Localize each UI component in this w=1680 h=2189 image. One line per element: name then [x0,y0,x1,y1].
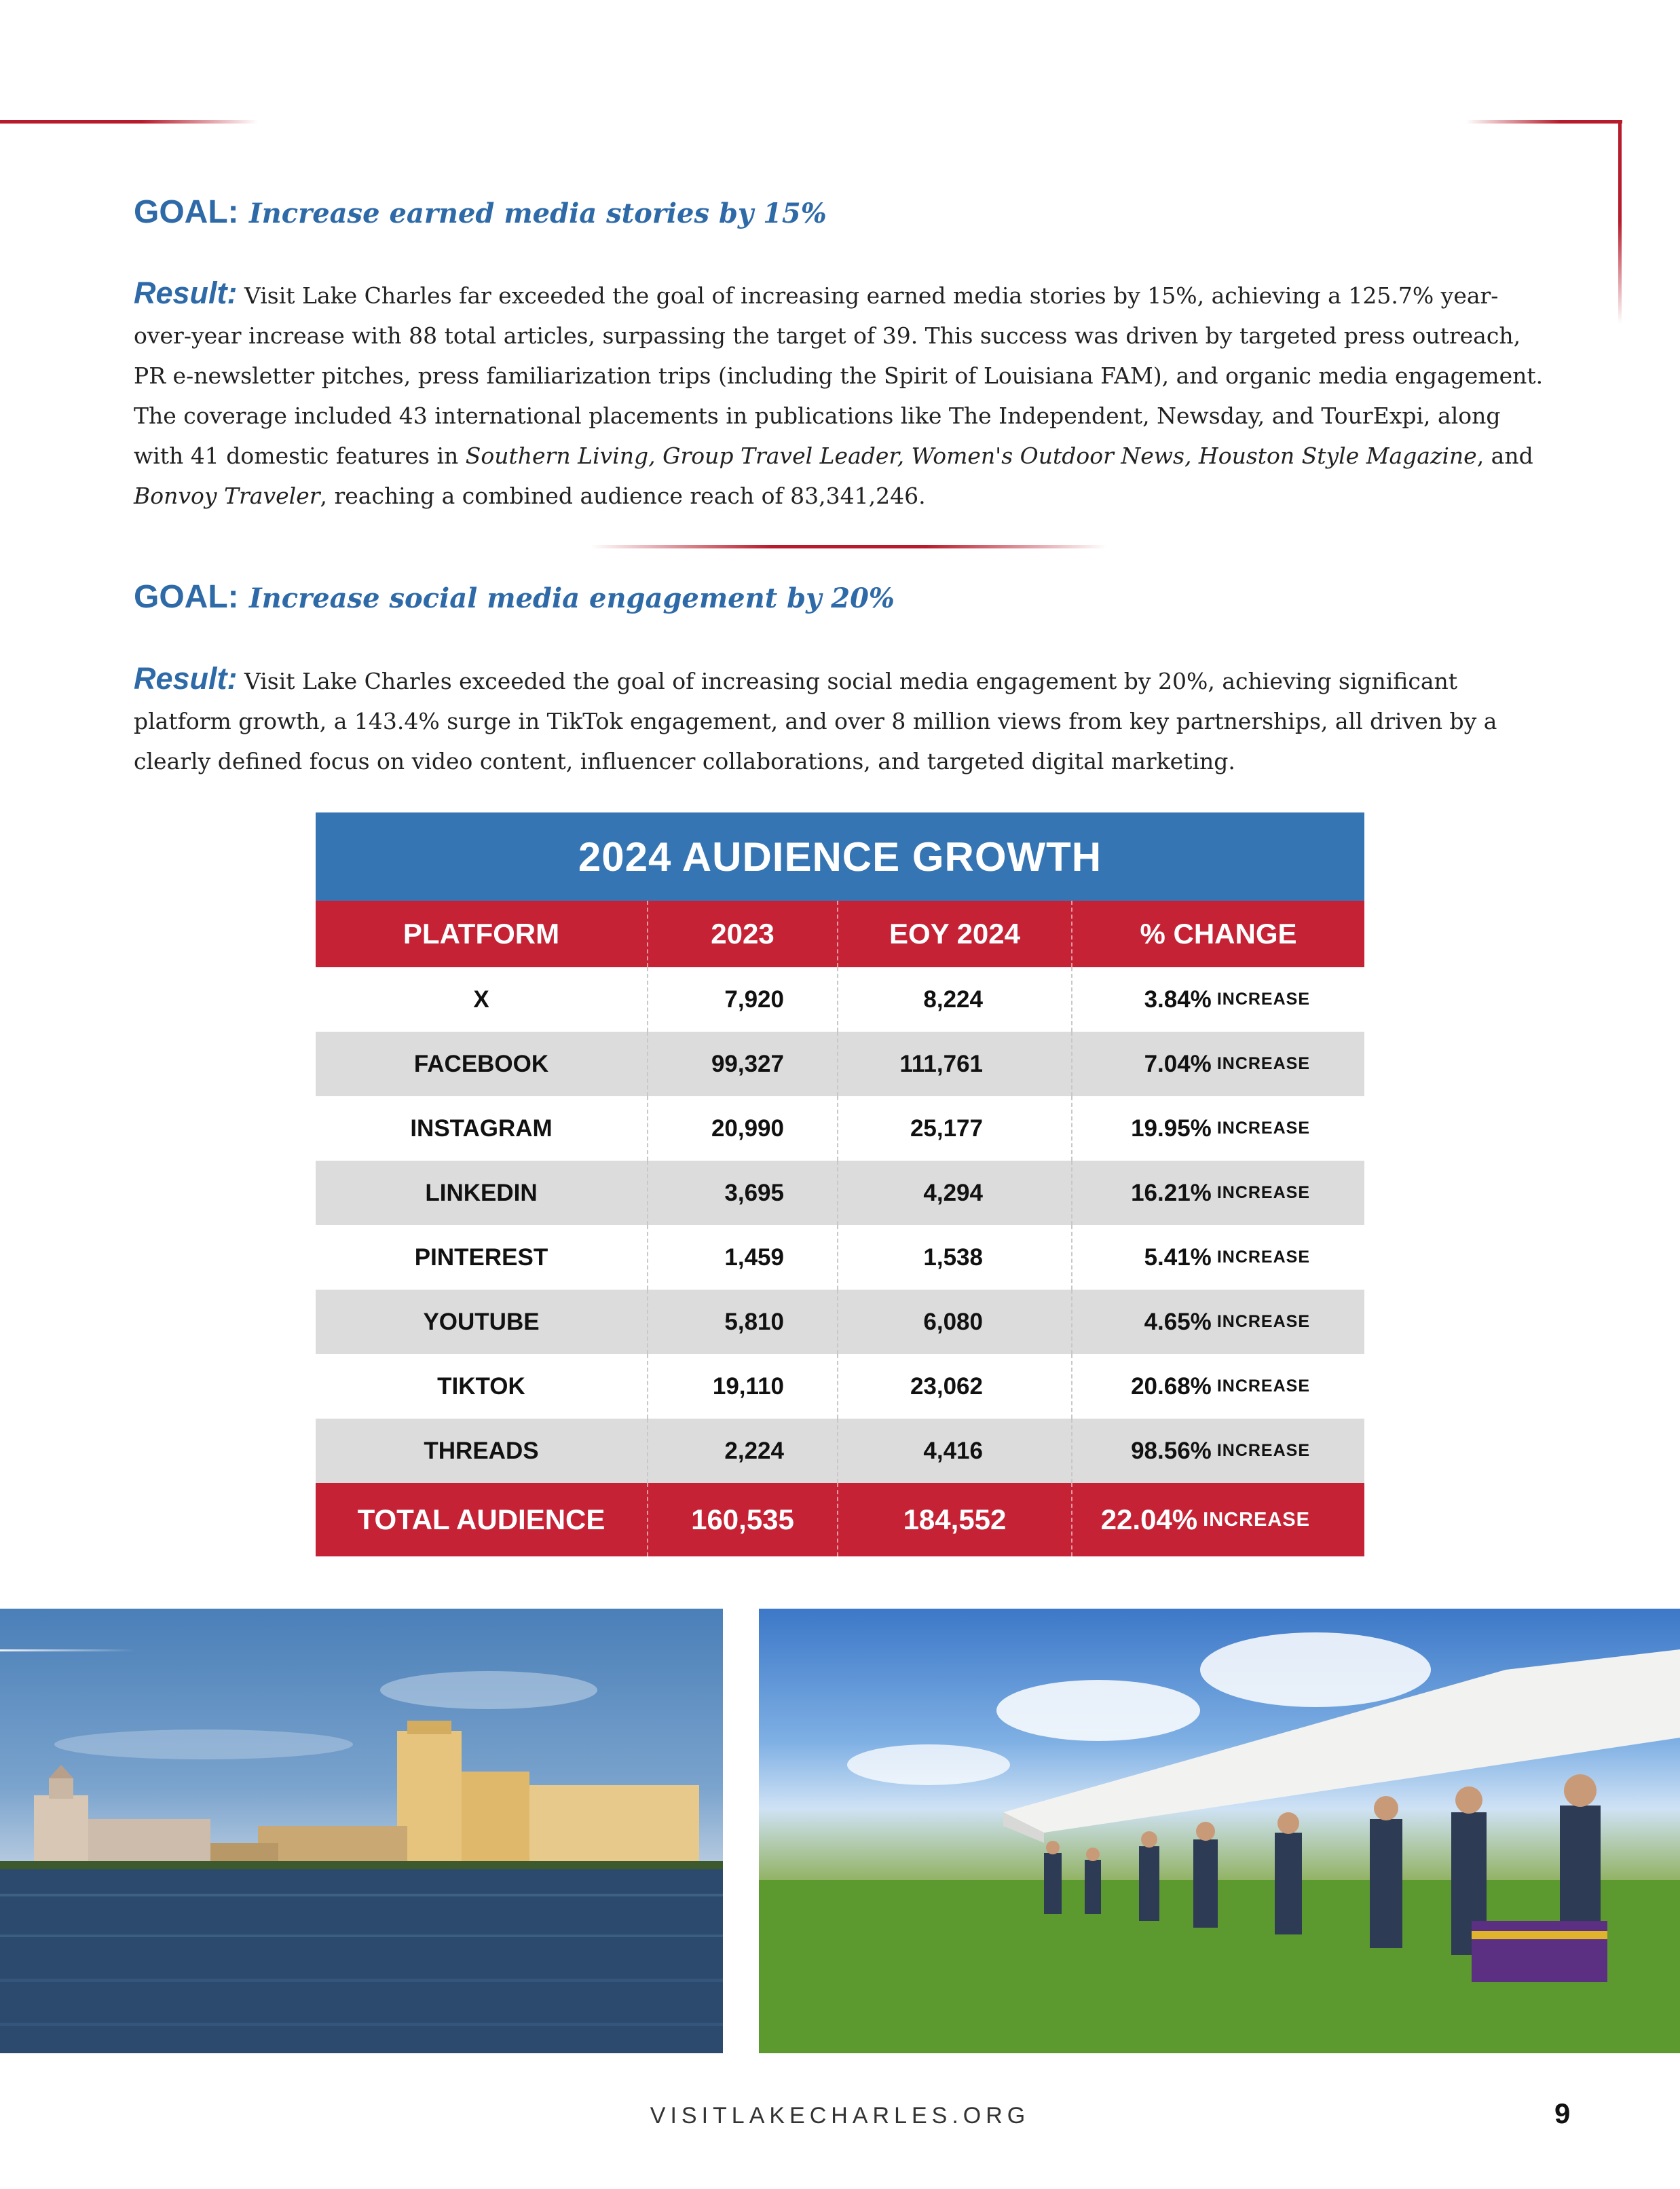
decorative-rule-top-right [1466,120,1622,124]
platform-cell: YOUTUBE [316,1290,648,1354]
goal-heading-social-media [134,578,895,616]
percent-change-cell [1072,1161,1364,1225]
column-header-eoy-2024: EOY 2024 [838,901,1072,967]
total-change [1072,1483,1364,1556]
decorative-rule-top-left [0,120,258,124]
change-direction: INCREASE [1216,1054,1310,1073]
platform-cell: LINKEDIN [316,1161,648,1225]
total-2024: 184,552 [838,1483,1072,1556]
value-2024-cell: 23,062 [838,1354,1072,1419]
percent-value: 19.95% [1131,1115,1212,1142]
table-row [316,1290,1364,1354]
goal-prefix: GOAL: [134,579,239,615]
result-text: , and [1476,443,1533,469]
table-body [316,967,1364,1483]
decorative-divider [591,545,1106,548]
table-total-row [316,1483,1364,1556]
percent-change-cell [1072,1096,1364,1161]
value-2023-cell: 3,695 [648,1161,838,1225]
goal-heading-earned-media [134,193,827,231]
column-header-percent-change: % CHANGE [1140,918,1297,950]
result-text: , reaching a combined audience reach of 83,341,246. [320,483,926,509]
result-label: Result: [134,661,238,696]
goal-text: Increase social media engagement by 20% [248,582,895,614]
value-2024-cell: 111,761 [838,1032,1072,1096]
value-2024-cell: 4,416 [838,1419,1072,1483]
result-paragraph-earned-media [134,273,1546,516]
result-text: Visit Lake Charles far exceeded the goal of increasing earned media stories by 15%, achieving a 125.7% year-over-year increase with 88 total articles, surpassing the target of 39. This success was driven by targeted press outreach, PR e-newsletter pitches, press familiarization trips (including the Spirit of Louisiana FAM), and organic media engagement. The coverage included 43 international placements in publications like The Independent, Newsday, and TourExpi, along with 41 domestic features in [134,282,1544,469]
footer-website-url: VISITLAKECHARLES.ORG [650,2103,1030,2129]
percent-change-cell [1072,1354,1364,1419]
total-2023: 160,535 [648,1483,838,1556]
value-2023-cell: 1,459 [648,1225,838,1290]
result-publication: Bonvoy Traveler [134,483,320,509]
platform-cell: INSTAGRAM [316,1096,648,1161]
audience-growth-table [316,812,1364,1556]
value-2023-cell: 99,327 [648,1032,838,1096]
total-label: TOTAL AUDIENCE [316,1483,648,1556]
table-row [316,1096,1364,1161]
outdoor-festival-photo [759,1609,1680,2053]
table-row [316,1354,1364,1419]
platform-cell: FACEBOOK [316,1032,648,1096]
value-2023-cell: 2,224 [648,1419,838,1483]
value-2023-cell: 19,110 [648,1354,838,1419]
value-2024-cell: 8,224 [838,967,1072,1032]
change-direction: INCREASE [1216,1312,1310,1331]
decorative-rule-photo [0,1649,136,1651]
percent-value: 98.56% [1131,1437,1212,1464]
value-2023-cell: 7,920 [648,967,838,1032]
table-row [316,1225,1364,1290]
table-row [316,1161,1364,1225]
change-direction: INCREASE [1216,990,1310,1009]
change-direction: INCREASE [1216,1441,1310,1460]
platform-cell: X [316,967,648,1032]
total-direction: INCREASE [1203,1508,1310,1531]
value-2023-cell: 5,810 [648,1290,838,1354]
goal-prefix: GOAL: [134,194,239,230]
percent-change-cell [1072,1419,1364,1483]
result-publications: Southern Living, Group Travel Leader, Women's Outdoor News, Houston Style Magazine [465,443,1477,469]
lake-charles-casino-skyline-photo [0,1609,723,2053]
table-row [316,967,1364,1032]
change-direction: INCREASE [1216,1377,1310,1396]
decorative-rule-right-vertical [1618,120,1622,324]
table-row [316,1419,1364,1483]
result-text: Visit Lake Charles exceeded the goal of increasing social media engagement by 20%, achieving significant platform growth, a 143.4% surge in TikTok engagement, and over 8 million views from key partnerships, all driven by a clearly defined focus on video content, influencer collaborations, and targeted digital marketing. [134,668,1497,774]
percent-change-cell [1072,1032,1364,1096]
percent-value: 16.21% [1131,1179,1212,1206]
page-number: 9 [1554,2097,1571,2129]
result-paragraph-social-media [134,658,1546,781]
platform-cell: PINTEREST [316,1225,648,1290]
goal-text: Increase earned media stories by 15% [248,198,827,229]
value-2024-cell: 6,080 [838,1290,1072,1354]
percent-change-cell [1072,1225,1364,1290]
total-percent: 22.04% [1100,1503,1198,1535]
casino-skyline-illustration [0,1609,723,2053]
percent-change-cell [1072,1290,1364,1354]
value-2024-cell: 4,294 [838,1161,1072,1225]
value-2024-cell: 25,177 [838,1096,1072,1161]
percent-change-cell [1072,967,1364,1032]
change-direction: INCREASE [1216,1248,1310,1267]
percent-value: 20.68% [1131,1372,1212,1400]
table-header-row [316,901,1364,967]
change-direction: INCREASE [1216,1119,1310,1138]
column-header-platform: PLATFORM [316,901,648,967]
value-2023-cell: 20,990 [648,1096,838,1161]
column-header-2023: 2023 [648,901,838,967]
percent-value: 5.41% [1144,1243,1212,1271]
result-label: Result: [134,276,238,310]
table-row [316,1032,1364,1096]
percent-value: 4.65% [1144,1308,1212,1335]
value-2024-cell: 1,538 [838,1225,1072,1290]
percent-value: 7.04% [1144,1050,1212,1077]
change-direction: INCREASE [1216,1183,1310,1202]
percent-value: 3.84% [1144,986,1212,1013]
table-title: 2024 AUDIENCE GROWTH [316,812,1364,901]
festival-illustration [759,1609,1680,2053]
platform-cell: TIKTOK [316,1354,648,1419]
platform-cell: THREADS [316,1419,648,1483]
